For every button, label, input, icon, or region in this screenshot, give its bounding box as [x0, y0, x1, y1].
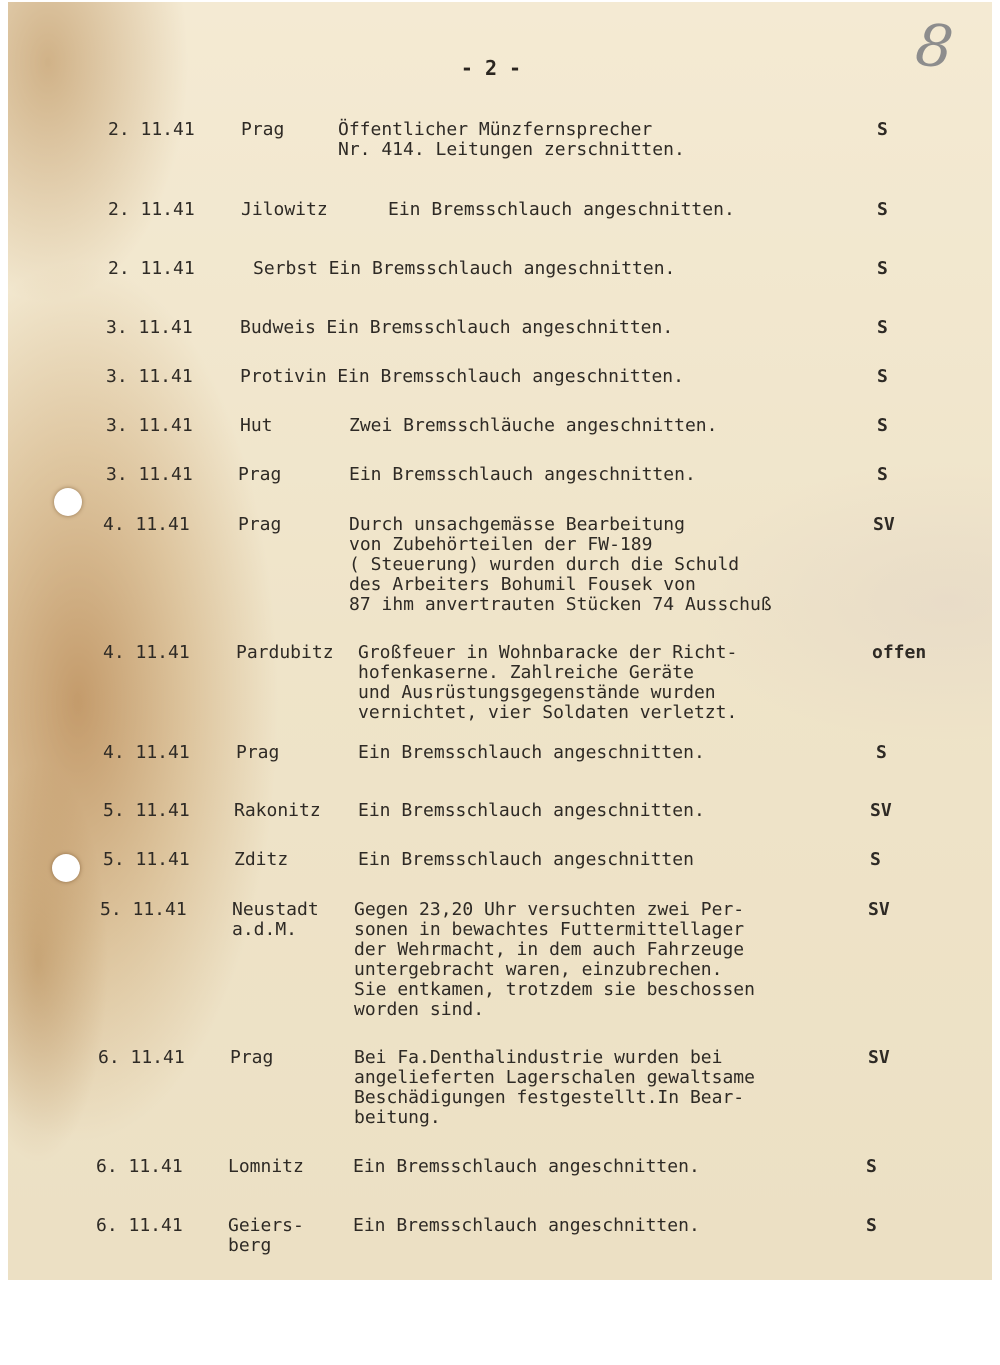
entry-date-line: 5. 11.41	[100, 899, 187, 920]
entry-date	[106, 318, 193, 338]
entry-date-line: 4. 11.41	[103, 642, 190, 663]
entry-place	[238, 465, 281, 485]
entry-date-line: 6. 11.41	[98, 1047, 185, 1068]
entry-code	[868, 900, 890, 920]
entry-place-line: Zditz	[234, 849, 289, 870]
entry-description-line: worden sind.	[354, 999, 485, 1020]
entry-code	[877, 120, 888, 140]
entry-place-line: Serbst	[253, 258, 319, 279]
entry-date-line: 5. 11.41	[103, 849, 190, 870]
entry-date	[108, 200, 195, 220]
entry-code	[877, 200, 888, 220]
entry-description	[354, 1048, 755, 1128]
entry-description-line: Ein Bremsschlauch angeschnitten.	[358, 800, 705, 821]
entry-code	[877, 259, 888, 279]
entry-description	[358, 643, 737, 723]
entry-place-line: Prag	[230, 1047, 274, 1068]
entry-description	[354, 900, 755, 1020]
entry-place-line: Hut	[240, 415, 273, 436]
entry-description-line: Ein Bremsschlauch angeschnitten.	[358, 742, 705, 763]
entry-description	[338, 120, 685, 160]
entry-place	[240, 367, 327, 387]
entry-code	[877, 416, 888, 436]
entry-description-line: beitung.	[354, 1107, 441, 1128]
entry-description-line: Beschädigungen festgestellt.In Bear-	[354, 1087, 745, 1108]
entry-description	[388, 200, 735, 220]
entry-date-line: 6. 11.41	[96, 1156, 183, 1177]
entry-date-line: 3. 11.41	[106, 464, 193, 485]
entry-place	[253, 259, 318, 279]
entry-place-line: Jilowitz	[241, 199, 328, 220]
entry-date	[103, 643, 190, 663]
entry-description	[329, 259, 676, 279]
entry-place-line: Protivin	[240, 366, 327, 387]
entry-place	[228, 1157, 304, 1177]
entry-description-line: Ein Bremsschlauch angeschnitten.	[353, 1156, 700, 1177]
entry-place-line: a.d.M.	[232, 919, 298, 940]
entry-date-line: 2. 11.41	[108, 119, 195, 140]
folio-mark: 8	[912, 10, 957, 82]
entry-place	[236, 743, 279, 763]
entry-description-line: Sie entkamen, trotzdem sie beschossen	[354, 979, 755, 1000]
entry-description-line: Ein Bremsschlauch angeschnitten	[358, 849, 694, 870]
entry-description-line: und Ausrüstungsgegenstände wurden	[358, 682, 716, 703]
entry-date	[103, 801, 190, 821]
entry-description-line: Nr. 414. Leitungen zerschnitten.	[338, 139, 685, 160]
entry-code	[877, 465, 888, 485]
entry-description-line: angelieferten Lagerschalen gewaltsame	[354, 1067, 755, 1088]
entry-description-line: hofenkaserne. Zahlreiche Geräte	[358, 662, 694, 683]
entry-code	[872, 643, 926, 663]
entry-place	[236, 643, 334, 663]
entry-place-line: Rakonitz	[234, 800, 321, 821]
entry-code	[870, 801, 892, 821]
entry-place	[234, 850, 288, 870]
entry-code-line: S	[866, 1215, 877, 1236]
entry-place	[240, 416, 273, 436]
entry-description	[337, 367, 684, 387]
entry-description-line: 87 ihm anvertrauten Stücken 74 Ausschuß	[349, 594, 772, 615]
document-page	[8, 2, 992, 1280]
entry-description-line: Großfeuer in Wohnbaracke der Richt-	[358, 642, 738, 663]
entry-date	[103, 743, 190, 763]
entry-place	[238, 515, 281, 535]
entry-description-line: Öffentlicher Münzfernsprecher	[338, 119, 653, 140]
entry-code-line: S	[876, 742, 887, 763]
entry-place	[228, 1216, 304, 1256]
entry-description	[349, 515, 772, 615]
entry-code	[866, 1216, 877, 1236]
entry-code-line: S	[877, 258, 888, 279]
entry-date-line: 5. 11.41	[103, 800, 190, 821]
entry-place-line: berg	[228, 1235, 272, 1256]
entry-date-line: 6. 11.41	[96, 1215, 183, 1236]
entry-date-line: 3. 11.41	[106, 415, 193, 436]
entry-description-line: sonen in bewachtes Futtermittellager	[354, 919, 745, 940]
entry-code-line: SV	[868, 1047, 890, 1068]
entry-code-line: S	[877, 317, 888, 338]
entry-date	[98, 1048, 185, 1068]
entry-description-line: Ein Bremsschlauch angeschnitten.	[337, 366, 684, 387]
entry-place-line: Budweis	[240, 317, 316, 338]
punch-hole-lower	[52, 854, 80, 882]
entry-date-line: 2. 11.41	[108, 199, 195, 220]
entry-place-line: Neustadt	[232, 899, 319, 920]
entry-place-line: Prag	[238, 514, 282, 535]
entry-code-line: S	[877, 119, 888, 140]
entry-code-line: S	[877, 199, 888, 220]
entry-code-line: offen	[872, 642, 927, 663]
entry-date	[106, 465, 193, 485]
entry-description-line: Zwei Bremsschläuche angeschnitten.	[349, 415, 718, 436]
entry-place	[240, 318, 316, 338]
entry-date-line: 3. 11.41	[106, 317, 193, 338]
entry-date-line: 3. 11.41	[106, 366, 193, 387]
entry-description-line: untergebracht waren, einzubrechen.	[354, 959, 723, 980]
entry-code	[870, 850, 881, 870]
entry-date	[96, 1216, 183, 1236]
entry-code-line: S	[877, 464, 888, 485]
entry-place-line: Pardubitz	[236, 642, 334, 663]
entry-code-line: S	[877, 366, 888, 387]
entry-code	[873, 515, 895, 535]
entry-place	[234, 801, 321, 821]
entry-date-line: 2. 11.41	[108, 258, 195, 279]
entry-description-line: vernichtet, vier Soldaten verletzt.	[358, 702, 738, 723]
entry-description	[358, 743, 705, 763]
entry-place	[241, 120, 284, 140]
punch-hole-upper	[54, 488, 82, 516]
entry-code-line: S	[866, 1156, 877, 1177]
page-number: - 2 -	[460, 56, 522, 80]
entry-description	[353, 1157, 700, 1177]
entry-date-line: 4. 11.41	[103, 742, 190, 763]
entry-date	[108, 120, 195, 140]
entry-code	[866, 1157, 877, 1177]
entry-date	[106, 367, 193, 387]
entry-code	[877, 318, 888, 338]
entry-description-line: von Zubehörteilen der FW-189	[349, 534, 653, 555]
entry-date	[103, 850, 190, 870]
entry-place-line: Lomnitz	[228, 1156, 304, 1177]
entry-description-line: Gegen 23,20 Uhr versuchten zwei Per-	[354, 899, 745, 920]
entry-place	[232, 900, 319, 940]
entry-code-line: SV	[868, 899, 890, 920]
entry-description-line: Ein Bremsschlauch angeschnitten.	[326, 317, 674, 338]
entry-place-line: Prag	[236, 742, 280, 763]
entry-description-line: des Arbeiters Bohumil Fousek von	[349, 574, 696, 595]
entry-place-line: Prag	[241, 119, 285, 140]
entry-date	[96, 1157, 183, 1177]
entry-code-line: S	[877, 415, 888, 436]
entry-code-line: SV	[873, 514, 895, 535]
entry-description-line: Ein Bremsschlauch angeschnitten.	[349, 464, 696, 485]
entry-description-line: ( Steuerung) wurden durch die Schuld	[349, 554, 740, 575]
entry-description-line: Ein Bremsschlauch angeschnitten.	[353, 1215, 700, 1236]
entry-date	[106, 416, 193, 436]
entry-description	[358, 850, 694, 870]
entry-code	[868, 1048, 890, 1068]
entry-description	[326, 318, 673, 338]
entry-date	[103, 515, 190, 535]
entry-place-line: Geiers-	[228, 1215, 304, 1236]
entry-place	[241, 200, 328, 220]
entry-description-line: Ein Bremsschlauch angeschnitten.	[328, 258, 676, 279]
entry-description-line: der Wehrmacht, in dem auch Fahrzeuge	[354, 939, 745, 960]
entry-description-line: Durch unsachgemässe Bearbeitung	[349, 514, 685, 535]
entry-description	[358, 801, 705, 821]
entry-date-line: 4. 11.41	[103, 514, 190, 535]
entry-date	[100, 900, 187, 920]
entry-description-line: Ein Bremsschlauch angeschnitten.	[388, 199, 735, 220]
entry-description	[349, 465, 696, 485]
entry-description-line: Bei Fa.Denthalindustrie wurden bei	[354, 1047, 723, 1068]
entry-description	[349, 416, 717, 436]
entry-description	[353, 1216, 700, 1236]
entry-code	[877, 367, 888, 387]
entry-date	[108, 259, 195, 279]
entry-place	[230, 1048, 273, 1068]
entry-code-line: S	[870, 849, 881, 870]
entry-code	[876, 743, 887, 763]
entry-place-line: Prag	[238, 464, 282, 485]
entry-code-line: SV	[870, 800, 892, 821]
